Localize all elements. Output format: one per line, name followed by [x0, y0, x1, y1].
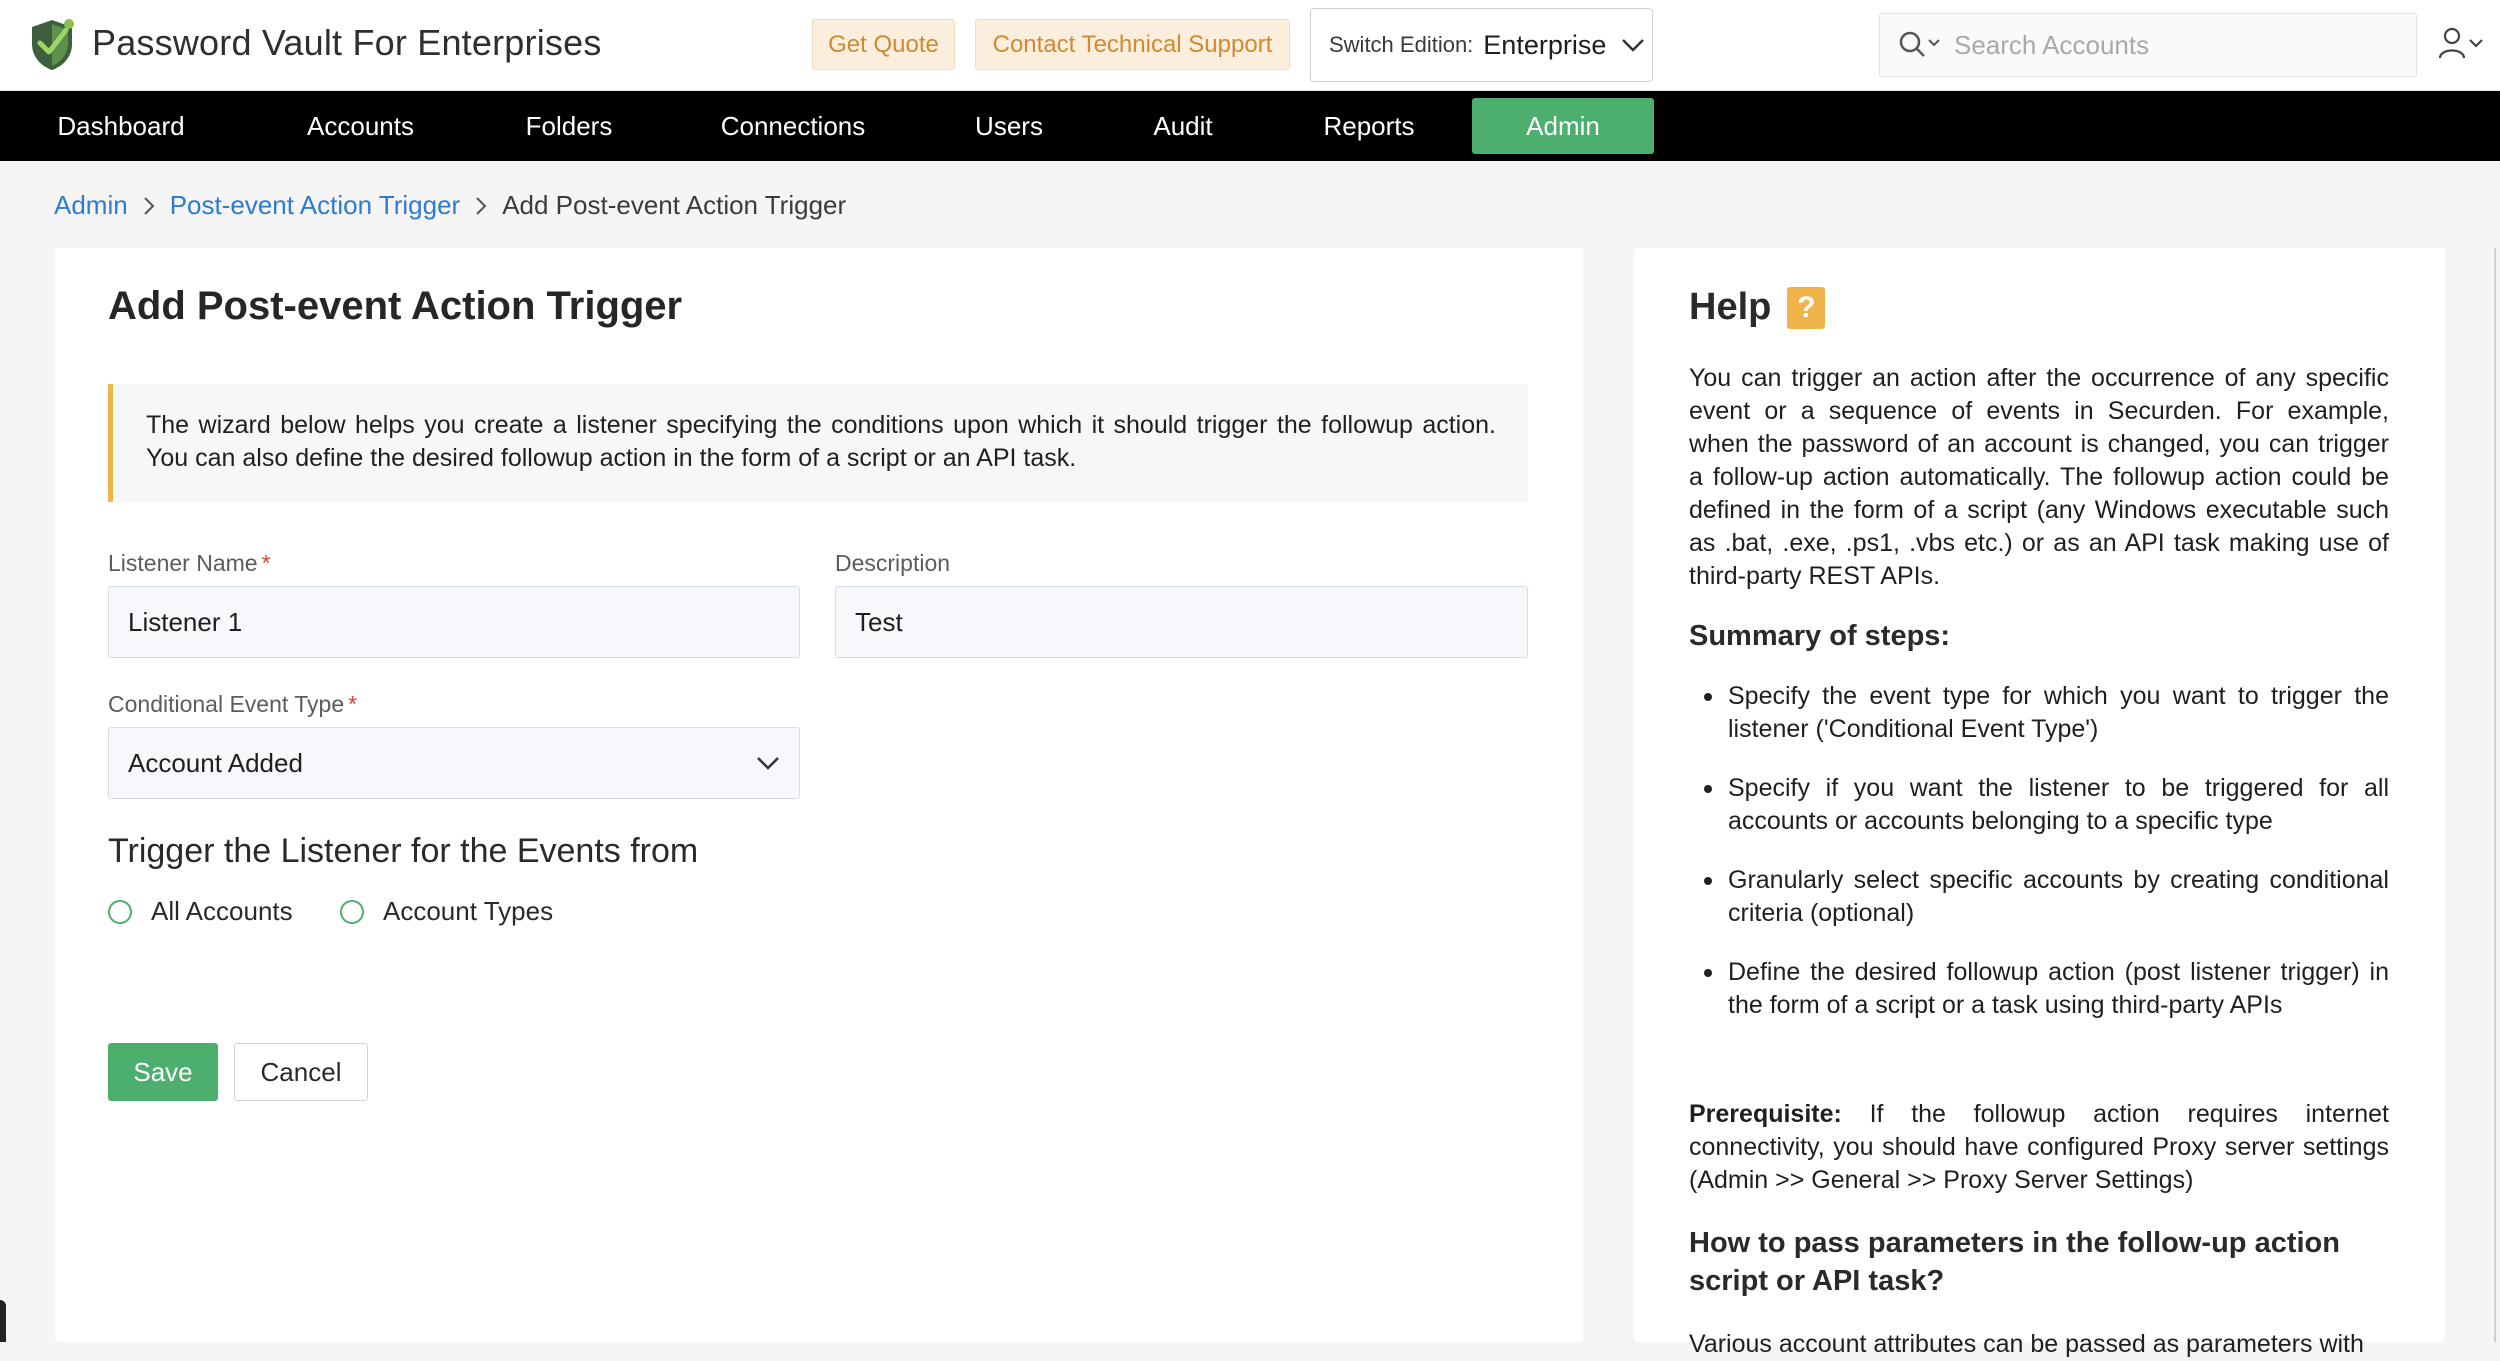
- search-box[interactable]: [1879, 13, 2417, 77]
- required-mark: *: [348, 691, 358, 717]
- description-label: Description: [835, 550, 951, 576]
- params-text: Various account attributes can be passed as parameters with: [1689, 1330, 2364, 1358]
- scrollbar[interactable]: [2494, 248, 2496, 1342]
- description-field[interactable]: Test: [835, 586, 1528, 658]
- nav-audit[interactable]: Audit: [1153, 110, 1213, 141]
- breadcrumb-current: Add Post-event Action Trigger: [502, 190, 847, 220]
- page-title: Add Post-event Action Trigger: [108, 284, 683, 328]
- event-type-value: Account Added: [128, 747, 303, 778]
- chevron-down-icon: [1620, 37, 1646, 53]
- nav-admin[interactable]: Admin: [1472, 98, 1654, 154]
- params-title: How to pass parameters in the follow-up action script or API task?: [1689, 1227, 2340, 1297]
- event-type-select[interactable]: [108, 727, 800, 799]
- edition-value: Enterprise: [1483, 29, 1607, 60]
- radio-button[interactable]: [340, 900, 364, 924]
- nav-connections[interactable]: Connections: [720, 110, 866, 141]
- radio-all-accounts[interactable]: [108, 896, 293, 927]
- save-button[interactable]: Save: [108, 1043, 218, 1101]
- help-title-text: Help: [1689, 286, 1772, 328]
- search-icon[interactable]: [1898, 30, 1944, 60]
- main-nav: [0, 91, 2500, 161]
- form-card: [55, 248, 1583, 1342]
- chevron-right-icon: [142, 196, 156, 216]
- contact-support-button[interactable]: Contact Technical Support: [975, 19, 1290, 70]
- event-type-label-text: Conditional Event Type: [108, 691, 345, 717]
- nav-dashboard[interactable]: Dashboard: [57, 110, 185, 141]
- window-edge: [0, 1300, 6, 1342]
- search-input[interactable]: [1954, 30, 2374, 61]
- breadcrumb-trigger-link[interactable]: Post-event Action Trigger: [169, 190, 461, 220]
- user-menu-icon[interactable]: [2438, 26, 2488, 62]
- listener-name-field[interactable]: Listener 1: [108, 586, 800, 658]
- listener-name-label-text: Listener Name: [108, 550, 258, 576]
- breadcrumb-admin-link[interactable]: Admin: [54, 190, 128, 220]
- list-item: Granularly select specific accounts by creating conditional criteria (optional): [1728, 864, 2389, 930]
- radio-all-accounts-label: All Accounts: [151, 896, 293, 926]
- required-mark: *: [261, 550, 271, 576]
- help-panel: [1634, 248, 2445, 1358]
- radio-account-types[interactable]: [340, 896, 553, 927]
- trigger-section-title: Trigger the Listener for the Events from: [108, 832, 699, 870]
- radio-account-types-label: Account Types: [383, 896, 554, 926]
- shield-logo-icon: [26, 16, 78, 72]
- help-title: [1689, 286, 1825, 329]
- prerequisite-body: If the followup action requires internet connectivity, you should have configured Proxy server settings (Admin >> General >> Proxy Server Settings): [1689, 1100, 2389, 1194]
- cancel-button[interactable]: Cancel: [234, 1043, 368, 1101]
- list-item: Specify if you want the listener to be triggered for all accounts or accounts belonging to a specific type: [1728, 772, 2389, 838]
- nav-accounts[interactable]: Accounts: [307, 110, 414, 141]
- app-title: Password Vault For Enterprises: [92, 22, 602, 63]
- edition-label: Switch Edition:: [1329, 32, 1474, 57]
- breadcrumb: [54, 190, 846, 221]
- prerequisite-label: Prerequisite:: [1689, 1100, 1842, 1128]
- summary-title: Summary of steps:: [1689, 620, 1951, 652]
- prerequisite-text: [1689, 1098, 2389, 1197]
- nav-users[interactable]: Users: [975, 110, 1043, 141]
- steps-list: [1728, 680, 2389, 1048]
- list-item: Define the desired followup action (post listener trigger) in the form of a script or a task using third-party APIs: [1728, 956, 2389, 1022]
- get-quote-button[interactable]: Get Quote: [812, 19, 955, 70]
- list-item: Specify the event type for which you want to trigger the listener ('Conditional Event Type'): [1728, 680, 2389, 746]
- nav-folders[interactable]: Folders: [525, 110, 613, 141]
- top-header: [0, 0, 2500, 91]
- radio-button[interactable]: [108, 900, 132, 924]
- switch-edition-dropdown[interactable]: [1310, 8, 1653, 82]
- chevron-right-icon: [474, 196, 488, 216]
- info-box: The wizard below helps you create a listener specifying the conditions upon which it should trigger the followup action. You can also define the desired followup action in the form of a script or an API task.: [108, 384, 1528, 502]
- chevron-down-icon: [755, 755, 781, 771]
- help-question-icon: ?: [1787, 287, 1825, 329]
- help-intro: You can trigger an action after the occurrence of any specific event or a sequence of events in Securden. For example, when the password of an account is changed, you can trigger a follow-up action automatically. The followup action could be defined in the form of a script (any Windows executable such as .bat, .exe, .ps1, .vbs etc.) or as an API task making use of third-party REST APIs.: [1689, 364, 2389, 590]
- nav-reports[interactable]: Reports: [1323, 110, 1415, 141]
- event-type-label: [108, 691, 357, 718]
- listener-name-label: [108, 550, 271, 577]
